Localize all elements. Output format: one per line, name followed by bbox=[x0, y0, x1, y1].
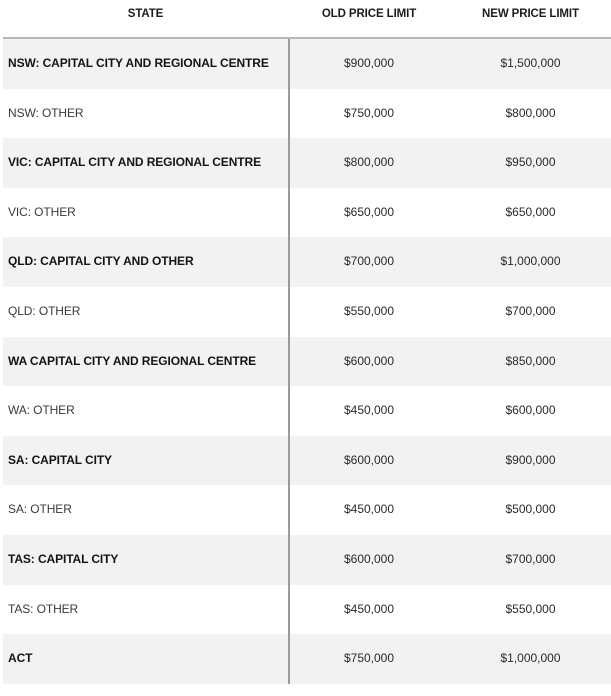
old-price-cell: $700,000 bbox=[343, 254, 395, 269]
old-price-cell: $750,000 bbox=[343, 105, 395, 120]
state-cell: NSW: CAPITAL CITY AND REGIONAL CENTRE bbox=[8, 56, 269, 70]
state-cell: VIC: CAPITAL CITY AND REGIONAL CENTRE bbox=[8, 155, 261, 170]
state-cell: WA CAPITAL CITY AND REGIONAL CENTRE bbox=[8, 353, 257, 368]
old-price-cell: $600,000 bbox=[343, 551, 395, 566]
state-cell: TAS: OTHER bbox=[8, 601, 79, 616]
new-price-cell: $500,000 bbox=[505, 502, 556, 517]
new-price-cell: $1,000,000 bbox=[500, 651, 561, 666]
table-row bbox=[3, 436, 611, 486]
new-price-cell: $550,000 bbox=[505, 601, 556, 616]
table-body bbox=[3, 39, 611, 684]
column-header-old-price-limit: OLD PRICE LIMIT bbox=[321, 8, 417, 20]
old-price-cell: $900,000 bbox=[343, 56, 395, 70]
new-price-cell: $1,500,000 bbox=[500, 56, 561, 70]
table-row bbox=[3, 138, 611, 188]
new-price-cell: $900,000 bbox=[505, 452, 556, 467]
old-price-cell: $600,000 bbox=[343, 353, 395, 368]
new-price-cell: $800,000 bbox=[505, 105, 556, 120]
state-cell: QLD: OTHER bbox=[8, 303, 81, 318]
column-divider bbox=[288, 39, 290, 684]
table-row bbox=[3, 585, 611, 635]
column-header-new-price-limit: NEW PRICE LIMIT bbox=[482, 8, 579, 20]
old-price-cell: $650,000 bbox=[343, 204, 395, 219]
table-row bbox=[3, 634, 611, 684]
column-header-state: STATE bbox=[127, 8, 164, 20]
state-cell: WA: OTHER bbox=[8, 403, 75, 418]
new-price-cell: $700,000 bbox=[505, 303, 556, 318]
table-row bbox=[3, 535, 611, 585]
state-cell: NSW: OTHER bbox=[8, 105, 84, 120]
price-limit-table bbox=[3, 0, 611, 684]
new-price-cell: $700,000 bbox=[505, 551, 556, 566]
state-cell: ACT bbox=[8, 651, 33, 666]
table-row bbox=[3, 485, 611, 535]
table-row bbox=[3, 188, 611, 238]
old-price-cell: $450,000 bbox=[343, 601, 395, 616]
old-price-cell: $600,000 bbox=[343, 452, 395, 467]
state-cell: VIC: OTHER bbox=[8, 204, 76, 219]
table-row bbox=[3, 386, 611, 436]
table-row bbox=[3, 287, 611, 337]
table-row bbox=[3, 237, 611, 287]
old-price-cell: $750,000 bbox=[343, 651, 395, 666]
table-header bbox=[3, 0, 611, 39]
old-price-cell: $550,000 bbox=[343, 303, 395, 318]
new-price-cell: $950,000 bbox=[505, 155, 556, 170]
new-price-cell: $1,000,000 bbox=[500, 254, 561, 269]
state-cell: SA: OTHER bbox=[8, 502, 72, 517]
new-price-cell: $600,000 bbox=[505, 403, 556, 418]
new-price-cell: $850,000 bbox=[505, 353, 556, 368]
old-price-cell: $800,000 bbox=[343, 155, 395, 170]
state-cell: TAS: CAPITAL CITY bbox=[8, 551, 119, 566]
state-cell: QLD: CAPITAL CITY AND OTHER bbox=[8, 254, 194, 269]
table-row bbox=[3, 39, 611, 89]
table-row bbox=[3, 337, 611, 387]
state-cell: SA: CAPITAL CITY bbox=[8, 452, 112, 467]
new-price-cell: $650,000 bbox=[505, 204, 556, 219]
table-row bbox=[3, 89, 611, 139]
old-price-cell: $450,000 bbox=[343, 502, 395, 517]
old-price-cell: $450,000 bbox=[343, 403, 395, 418]
